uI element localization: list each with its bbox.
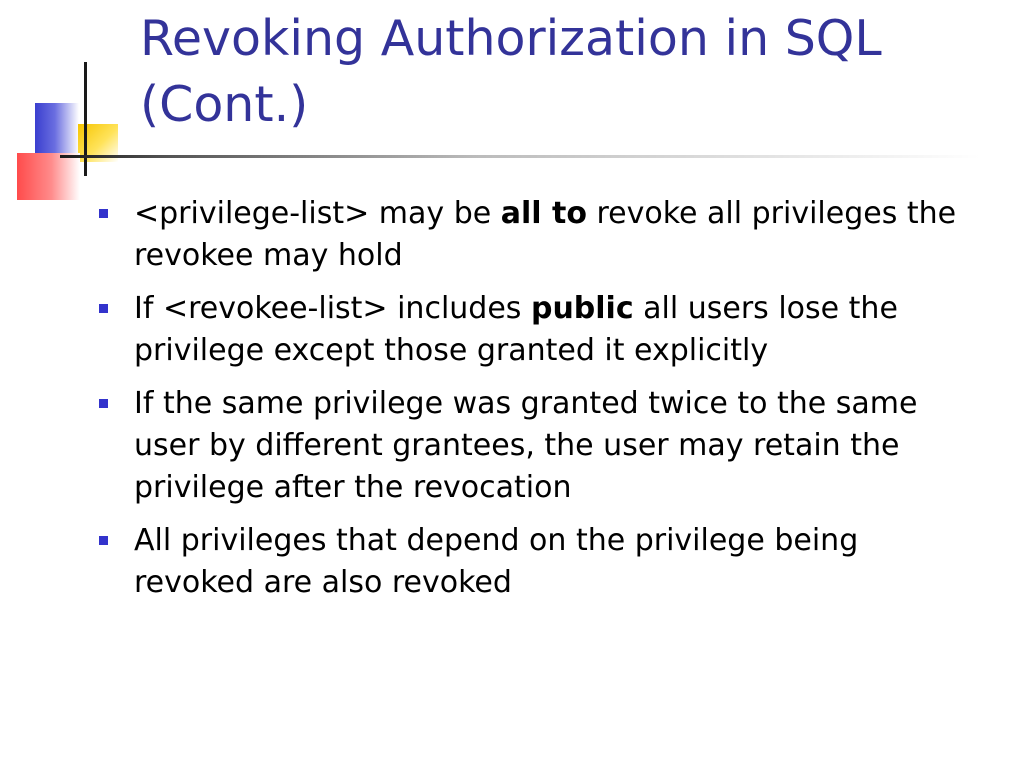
square-bullet-icon [99,209,108,218]
logo-vertical-line [84,62,87,176]
slide-title-line-2: (Cont.) [140,76,309,133]
bullet-item [96,193,976,277]
logo-blue-square [35,103,79,153]
logo-decoration [0,0,140,210]
square-bullet-icon [99,304,108,313]
logo-red-square [17,153,80,200]
bullet-text: If the same privilege was granted twice to the same user by different grantees, the user may retain the privilege after the revocation [134,386,918,505]
square-bullet-icon [99,536,108,545]
bullet-item [96,520,976,604]
bullet-text: All privileges that depend on the privilege being revoked are also revoked [134,523,859,600]
bullet-item [96,383,976,509]
slide-title [140,6,1010,138]
bullet-item [96,288,976,372]
square-bullet-icon [99,399,108,408]
bullet-text: If <revokee-list> includes public all users lose the privilege except those granted it explicitly [134,291,898,368]
slide-title-line-1: Revoking Authorization in SQL [140,10,882,67]
title-underline [60,155,980,158]
bullet-text: <privilege-list> may be all to revoke all privileges the revokee may hold [134,196,957,273]
bullet-list [96,193,976,615]
